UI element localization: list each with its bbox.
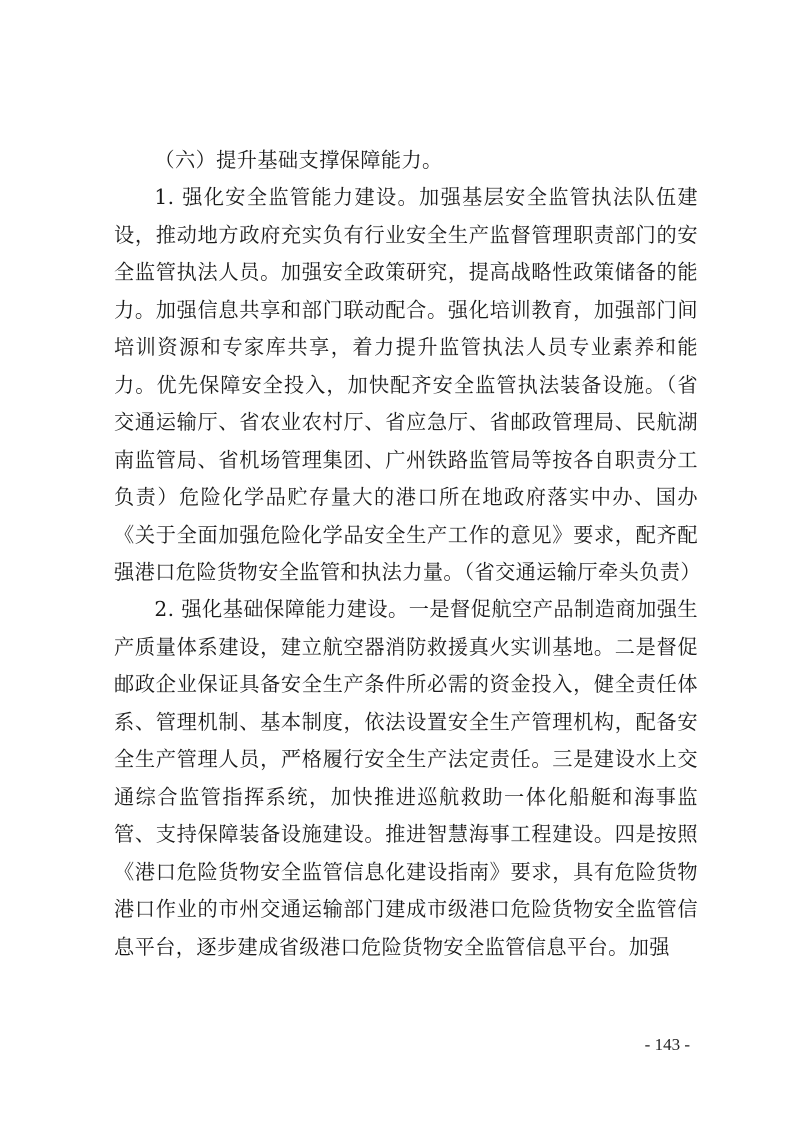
- page-number: - 143 -: [644, 1035, 690, 1054]
- paragraph-basic-support: 2. 强化基础保障能力建设。一是督促航空产品制造商加强生产质量体系建设，建立航空器消防救援真火实训基地。二是督促邮政企业保证具备安全生产条件所必需的资金投入，健全责任体系、管理机制、基本制度，依法设置安全生产管理机构，配备安全生产管理人员，严格履行安全生产法定责任。三是建设水上交通综合监管指挥系统，加快推进巡航救助一体化船艇和海事监管、支持保障装备设施建设。推进智慧海事工程建设。四是按照《港口危险货物安全监管信息化建设指南》要求，具有危险货物港口作业的市州交通运输部门建成市级港口危险货物安全监管信息平台，逐步建成省级港口危险货物安全监管信息平台。加强: [114, 597, 698, 959]
- document-body: [114, 142, 701, 966]
- paragraph-safety-supervision: 1. 强化安全监管能力建设。加强基层安全监管执法队伍建设，推动地方政府充实负有行业安全生产监督管理职责部门的安全监管执法人员。加强安全政策研究，提高战略性政策储备的能力。加强信息共享和部门联动配合。强化培训教育，加强部门间培训资源和专家库共享，着力提升监管执法人员专业素养和能力。优先保障安全投入，加快配齐安全监管执法装备设施。（省交通运输厅、省农业农村厅、省应急厅、省邮政管理局、民航湖南监管局、省机场管理集团、广州铁路监管局等按各自职责分工负责）危险化学品贮存量大的港口所在地政府落实中办、国办《关于全面加强危险化学品安全生产工作的意见》要求，配齐配强港口危险货物安全监管和执法力量。（省交通运输厅牵头负责）: [114, 185, 701, 584]
- section-heading: （六）提升基础支撑保障能力。: [154, 148, 443, 172]
